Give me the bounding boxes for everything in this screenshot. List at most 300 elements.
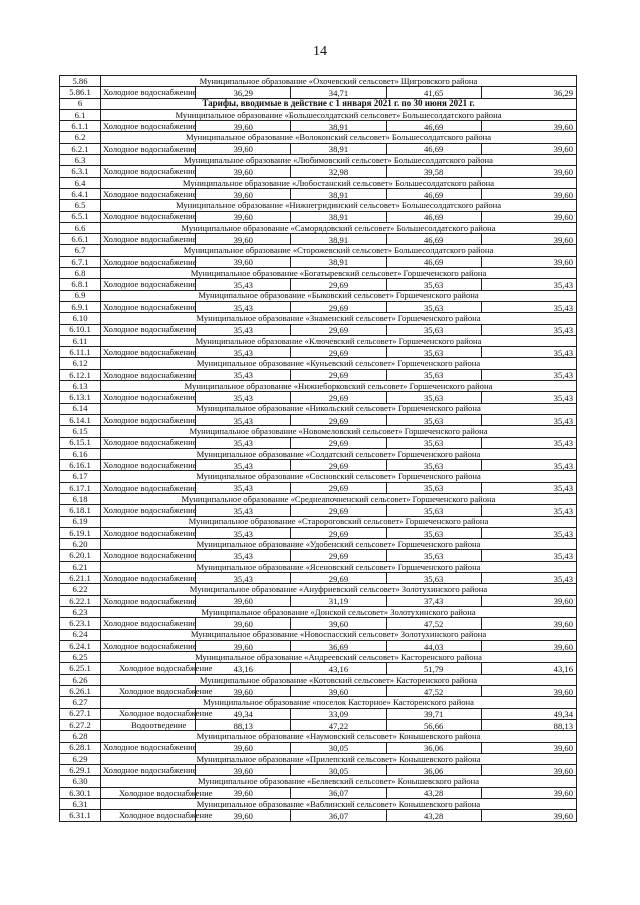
tariff-value: 88,13 [481,719,576,730]
tariff-value: 35,63 [386,324,481,335]
row-code: 6.9 [60,290,101,301]
municipality-name: Муниципальное образование «Удобенский сельсовет» Горшеченского района [101,539,577,550]
row-code: 6.3 [60,155,101,166]
tariff-value: 49,34 [481,708,576,719]
municipality-name: Муниципальное образование «Старороговский сельсовет» Горшеченского района [101,516,577,527]
tariff-value: 35,43 [196,324,291,335]
tariff-value: 41,65 [386,87,481,98]
row-code: 6.23.1 [60,618,101,629]
tariff-value: 35,63 [386,505,481,516]
row-code: 6.16.1 [60,460,101,471]
municipality-name: Муниципальное образование «Новоспасский сельсовет» Золотухинского района [101,629,577,640]
row-code: 6.11.1 [60,347,101,358]
tariff-value: 36,29 [481,87,576,98]
service-name: Холодное водоснабжение [101,765,196,776]
municipality-row [60,753,577,764]
row-code: 6.12.1 [60,369,101,380]
row-code: 6.2 [60,132,101,143]
row-code: 6.26.1 [60,686,101,697]
tariff-value: 29,69 [291,347,386,358]
tariff-value: 29,69 [291,550,386,561]
row-code: 6.28 [60,731,101,742]
municipality-row [60,606,577,617]
tariff-value: 39,60 [481,686,576,697]
municipality-name: Муниципальное образование «Нижнегридинский сельсовет» Большесолдатского района [101,200,577,211]
row-code: 6.14.1 [60,414,101,425]
tariff-value: 35,43 [196,482,291,493]
municipality-name: Муниципальное образование «Наумовский сельсовет» Конышевского района [101,731,577,742]
municipality-name: Муниципальное образование «Прилепский сельсовет» Конышевского района [101,753,577,764]
table-row [60,256,577,267]
row-code: 6.3.1 [60,166,101,177]
tariff-value: 46,69 [386,121,481,132]
row-code: 6.24.1 [60,640,101,651]
table-row [60,279,577,290]
service-name: Холодное водоснабжение [101,742,196,753]
tariff-value: 35,63 [386,527,481,538]
tariff-value: 30,05 [291,765,386,776]
tariff-value: 35,43 [481,460,576,471]
tariff-value: 35,63 [386,550,481,561]
row-code: 6.5.1 [60,211,101,222]
tariff-value: 39,60 [481,618,576,629]
row-code: 6.7.1 [60,256,101,267]
municipality-row [60,629,577,640]
tariff-table-body [60,76,577,822]
tariff-value: 35,43 [481,324,576,335]
municipality-name: Муниципальное образование «Куньевский сельсовет» Горшеченского района [101,358,577,369]
municipality-row [60,381,577,392]
municipality-row [60,313,577,324]
row-code: 6.15.1 [60,437,101,448]
tariff-value: 29,69 [291,437,386,448]
municipality-row [60,358,577,369]
tariff-value: 35,43 [196,573,291,584]
table-row [60,527,577,538]
municipality-name: Муниципальное образование «Ключевский сельсовет» Горшеченского района [101,335,577,346]
table-row [60,787,577,798]
tariff-value: 35,43 [481,573,576,584]
municipality-row [60,697,577,708]
tariff-value: 35,43 [481,279,576,290]
tariff-value: 39,60 [196,595,291,606]
municipality-name: Муниципальное образование «Солдатский сельсовет» Горшеченского района [101,448,577,459]
service-name: Водоотведение [101,719,196,730]
tariff-value: 39,60 [481,742,576,753]
tariff-value: 39,71 [386,708,481,719]
municipality-name: Муниципальное образование «Сосновский сельсовет» Горшеченского района [101,471,577,482]
service-name: Холодное водоснабжение [101,188,196,199]
municipality-name: Муниципальное образование «Знаменский сельсовет» Горшеченского района [101,313,577,324]
municipality-row [60,155,577,166]
tariff-value: 39,60 [481,143,576,154]
row-code: 6.18.1 [60,505,101,516]
row-code: 6.30 [60,776,101,787]
tariff-value: 39,60 [481,640,576,651]
row-code: 6.8.1 [60,279,101,290]
section-heading-row [60,98,577,109]
tariff-value: 88,13 [196,719,291,730]
tariff-value: 29,69 [291,369,386,380]
municipality-row [60,516,577,527]
tariff-value: 51,79 [386,663,481,674]
tariff-value: 35,43 [196,301,291,312]
tariff-value: 35,43 [196,414,291,425]
table-row [60,301,577,312]
table-row [60,573,577,584]
service-name: Холодное водоснабжение [101,550,196,561]
table-row [60,663,577,674]
tariff-value: 31,19 [291,595,386,606]
service-name: Холодное водоснабжение [101,324,196,335]
row-code: 6.27.2 [60,719,101,730]
municipality-name: Муниципальное образование «Беляевский сельсовет» Конышевского района [101,776,577,787]
tariff-value: 39,60 [196,188,291,199]
table-row [60,87,577,98]
row-code: 6.31 [60,799,101,810]
table-row [60,121,577,132]
service-name: Холодное водоснабжение [101,414,196,425]
municipality-row [60,471,577,482]
table-row [60,810,577,821]
row-code: 6.18 [60,493,101,504]
row-code: 6.27.1 [60,708,101,719]
row-code: 6.21.1 [60,573,101,584]
tariff-value: 35,43 [196,279,291,290]
row-code: 6.14 [60,403,101,414]
table-row [60,166,577,177]
row-code: 6.13 [60,381,101,392]
tariff-value: 39,60 [481,121,576,132]
tariff-value: 29,69 [291,279,386,290]
service-name: Холодное водоснабжение [101,482,196,493]
tariff-value: 43,28 [386,810,481,821]
row-code: 6.27 [60,697,101,708]
municipality-name: Муниципальное образование «поселок Касторное» Касторенского района [101,697,577,708]
tariff-value: 34,71 [291,87,386,98]
tariff-value: 39,60 [481,810,576,821]
tariff-value: 37,43 [386,595,481,606]
service-name: Холодное водоснабжение [101,87,196,98]
tariff-value: 38,91 [291,143,386,154]
tariff-value: 33,09 [291,708,386,719]
tariff-value: 46,69 [386,256,481,267]
row-code: 6.19 [60,516,101,527]
tariff-value: 35,43 [481,392,576,403]
tariff-value: 35,63 [386,301,481,312]
municipality-row [60,245,577,256]
tariff-value: 29,69 [291,301,386,312]
service-name: Холодное водоснабжение [101,256,196,267]
service-name: Холодное водоснабжение [101,618,196,629]
tariff-value: 29,69 [291,573,386,584]
municipality-row [60,132,577,143]
row-code: 6.17 [60,471,101,482]
tariff-value: 35,43 [196,505,291,516]
municipality-row [60,177,577,188]
tariff-value: 39,60 [481,256,576,267]
row-code: 6.11 [60,335,101,346]
tariff-value: 36,29 [196,87,291,98]
section-heading: Тарифы, вводимые в действие с 1 января 2021 г. по 30 июня 2021 г. [101,98,577,109]
municipality-name: Муниципальное образование «Охочевский сельсовет» Щигровского района [101,76,577,87]
tariff-value: 35,43 [481,301,576,312]
tariff-value: 39,60 [196,143,291,154]
service-name: Холодное водоснабжение [101,787,196,798]
table-row [60,211,577,222]
municipality-row [60,448,577,459]
row-code: 6.1.1 [60,121,101,132]
tariff-value: 39,60 [196,686,291,697]
tariff-value: 39,60 [196,121,291,132]
tariff-value: 29,69 [291,324,386,335]
municipality-row [60,674,577,685]
service-name: Холодное водоснабжение [101,143,196,154]
municipality-row [60,652,577,663]
municipality-name: Муниципальное образование «Ануфриевский сельсовет» Золотухинского района [101,584,577,595]
tariff-value: 29,69 [291,460,386,471]
table-row [60,482,577,493]
row-code: 6.26 [60,674,101,685]
tariff-value: 38,91 [291,234,386,245]
row-code: 5.86 [60,76,101,87]
tariff-value: 35,43 [481,369,576,380]
service-name: Холодное водоснабжение [101,573,196,584]
row-code: 6.28.1 [60,742,101,753]
municipality-row [60,776,577,787]
tariff-value: 35,63 [386,414,481,425]
tariff-value: 43,16 [481,663,576,674]
tariff-value: 35,43 [481,414,576,425]
tariff-value: 39,60 [196,256,291,267]
row-code: 6.12 [60,358,101,369]
row-code: 6.1 [60,109,101,120]
tariff-value: 35,63 [386,347,481,358]
table-row [60,550,577,561]
row-code: 6.29 [60,753,101,764]
service-name: Холодное водоснабжение [101,708,196,719]
municipality-name: Муниципальное образование «Никольский сельсовет» Горшеченского района [101,403,577,414]
row-code: 6.25 [60,652,101,663]
table-row [60,505,577,516]
table-row [60,234,577,245]
tariff-value: 35,43 [196,527,291,538]
tariff-value: 46,69 [386,234,481,245]
tariff-value: 35,43 [481,347,576,358]
row-code: 6.7 [60,245,101,256]
tariff-value: 29,69 [291,482,386,493]
row-code: 6.10.1 [60,324,101,335]
tariff-value: 39,60 [196,211,291,222]
table-row [60,414,577,425]
service-name: Холодное водоснабжение [101,595,196,606]
tariff-value: 39,60 [481,188,576,199]
tariff-value: 47,22 [291,719,386,730]
municipality-row [60,222,577,233]
municipality-name: Муниципальное образование «Новомеловский сельсовет» Горшеченского района [101,426,577,437]
tariff-value: 35,43 [196,347,291,358]
tariff-value: 36,07 [291,787,386,798]
row-code: 6.20.1 [60,550,101,561]
table-row [60,742,577,753]
service-name: Холодное водоснабжение [101,527,196,538]
tariff-value: 39,60 [481,166,576,177]
table-row [60,188,577,199]
table-row [60,765,577,776]
municipality-name: Муниципальное образование «Нижнеборковский сельсовет» Горшеченского района [101,381,577,392]
tariff-value: 47,52 [386,618,481,629]
table-row [60,640,577,651]
tariff-value: 29,69 [291,414,386,425]
row-code: 6.10 [60,313,101,324]
tariff-value: 39,60 [291,618,386,629]
tariff-value: 35,63 [386,369,481,380]
municipality-name: Муниципальное образование «Большесолдатский сельсовет» Большесолдатского района [101,109,577,120]
tariff-value: 39,58 [386,166,481,177]
table-row [60,460,577,471]
service-name: Холодное водоснабжение [101,234,196,245]
tariff-value: 38,91 [291,121,386,132]
service-name: Холодное водоснабжение [101,437,196,448]
tariff-value: 35,63 [386,437,481,448]
municipality-name: Муниципальное образование «Быковский сельсовет» Горшеченского района [101,290,577,301]
service-name: Холодное водоснабжение [101,347,196,358]
tariff-value: 36,69 [291,640,386,651]
service-name: Холодное водоснабжение [101,663,196,674]
tariff-value: 39,60 [196,810,291,821]
tariff-value: 47,52 [386,686,481,697]
tariff-value: 46,69 [386,211,481,222]
municipality-name: Муниципальное образование «Саморядовский сельсовет» Большесолдатского района [101,222,577,233]
row-code: 6.23 [60,606,101,617]
municipality-row [60,539,577,550]
table-row [60,618,577,629]
row-code: 6.21 [60,561,101,572]
row-code: 6.5 [60,200,101,211]
municipality-row [60,426,577,437]
table-row [60,686,577,697]
tariff-value: 49,34 [196,708,291,719]
tariff-value: 32,98 [291,166,386,177]
tariff-value: 39,60 [196,618,291,629]
tariff-value: 39,60 [196,640,291,651]
tariff-value: 39,60 [481,211,576,222]
page-number: 14 [313,44,327,59]
tariff-value: 38,91 [291,211,386,222]
row-code: 6.25.1 [60,663,101,674]
municipality-row [60,561,577,572]
municipality-row [60,731,577,742]
municipality-name: Муниципальное образование «Котовский сельсовет» Касторенского района [101,674,577,685]
service-name: Холодное водоснабжение [101,640,196,651]
tariff-value: 30,05 [291,742,386,753]
tariff-value: 29,69 [291,505,386,516]
tariff-value: 35,43 [196,369,291,380]
tariff-value: 36,06 [386,765,481,776]
municipality-row [60,290,577,301]
tariff-value: 39,60 [481,787,576,798]
tariff-value: 43,16 [196,663,291,674]
municipality-row [60,268,577,279]
tariff-value: 35,43 [481,505,576,516]
service-name: Холодное водоснабжение [101,121,196,132]
tariff-value: 29,69 [291,527,386,538]
tariff-value: 39,60 [481,234,576,245]
table-row [60,347,577,358]
table-row [60,143,577,154]
municipality-name: Муниципальное образование «Любостанский сельсовет» Большесолдатского района [101,177,577,188]
municipality-row [60,403,577,414]
row-code: 6.22.1 [60,595,101,606]
tariff-value: 35,43 [196,460,291,471]
tariff-value: 35,63 [386,279,481,290]
row-code: 6.15 [60,426,101,437]
municipality-name: Муниципальное образование «Богатыревский сельсовет» Горшеченского района [101,268,577,279]
tariff-value: 39,60 [196,166,291,177]
tariff-value: 46,69 [386,188,481,199]
table-row [60,595,577,606]
row-code: 6.24 [60,629,101,640]
tariff-value: 39,60 [291,686,386,697]
tariff-value: 35,63 [386,392,481,403]
row-code: 6.6 [60,222,101,233]
municipality-name: Муниципальное образование «Андреевский сельсовет» Касторенского района [101,652,577,663]
municipality-row [60,493,577,504]
table-row [60,369,577,380]
row-code: 6.4.1 [60,188,101,199]
table-row [60,324,577,335]
row-code: 6.29.1 [60,765,101,776]
row-code: 6 [60,98,101,109]
tariff-value: 39,60 [196,742,291,753]
service-name: Холодное водоснабжение [101,505,196,516]
tariff-value: 29,69 [291,392,386,403]
service-name: Холодное водоснабжение [101,211,196,222]
tariff-value: 35,43 [481,437,576,448]
tariff-value: 36,07 [291,810,386,821]
tariff-value: 39,60 [196,765,291,776]
municipality-name: Муниципальное образование «Ваблинский сельсовет» Конышевского района [101,799,577,810]
service-name: Холодное водоснабжение [101,810,196,821]
row-code: 6.16 [60,448,101,459]
tariff-value: 38,91 [291,188,386,199]
tariff-value: 35,43 [196,437,291,448]
tariff-value: 43,28 [386,787,481,798]
municipality-row [60,109,577,120]
row-code: 6.13.1 [60,392,101,403]
table-row [60,719,577,730]
service-name: Холодное водоснабжение [101,369,196,380]
municipality-name: Муниципальное образование «Любимовский сельсовет» Большесолдатского района [101,155,577,166]
row-code: 6.30.1 [60,787,101,798]
tariff-value: 46,69 [386,143,481,154]
municipality-name: Муниципальное образование «Волоконский сельсовет» Большесолдатского района [101,132,577,143]
service-name: Холодное водоснабжение [101,279,196,290]
tariff-value: 43,16 [291,663,386,674]
tariff-value: 35,63 [386,460,481,471]
service-name: Холодное водоснабжение [101,166,196,177]
row-code: 6.4 [60,177,101,188]
tariff-value: 36,06 [386,742,481,753]
row-code: 6.31.1 [60,810,101,821]
tariff-value: 44,03 [386,640,481,651]
row-code: 6.20 [60,539,101,550]
tariff-value: 39,60 [196,234,291,245]
row-code: 6.19.1 [60,527,101,538]
service-name: Холодное водоснабжение [101,301,196,312]
tariff-value: 35,43 [196,550,291,561]
municipality-row [60,584,577,595]
